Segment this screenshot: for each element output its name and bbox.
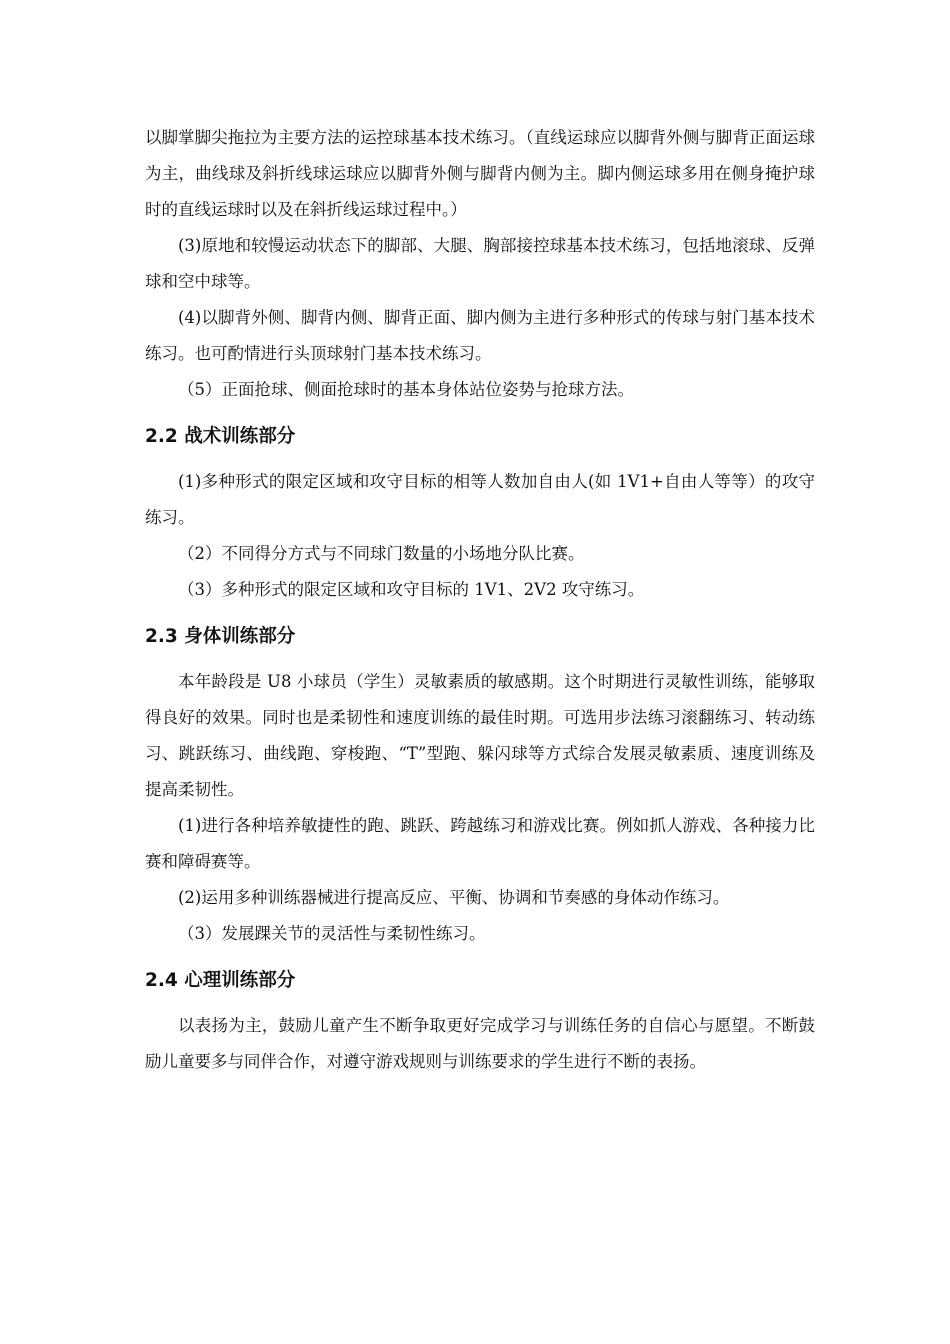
intro-item-4: (4)以脚背外侧、脚背内侧、脚背正面、脚内侧为主进行多种形式的传球与射门基本技术练习。也可酌情进行头顶球射门基本技术练习。 bbox=[145, 308, 815, 363]
intro-paragraph: 以脚掌脚尖拖拉为主要方法的运控球基本技术练习。（直线运球应以脚背外侧与脚背正面运球为主，曲线球及斜折线球运球应以脚背外侧与脚背内侧为主。脚内侧运球多用在侧身掩护球时的直线运球时以及在斜折线运球过程中。） bbox=[145, 128, 815, 219]
tactics-item-3: （3）多种形式的限定区域和攻守目标的 1V1、2V2 攻守练习。 bbox=[178, 580, 645, 599]
document-body bbox=[145, 120, 815, 1080]
section-heading-2-4: 2.4 心理训练部分 bbox=[145, 970, 296, 991]
tactics-item-1: (1)多种形式的限定区域和攻守目标的相等人数加自由人(如 1V1+自由人等等）的攻守练习。 bbox=[145, 472, 815, 527]
intro-item-5: （5）正面抢球、侧面抢球时的基本身体站位姿势与抢球方法。 bbox=[178, 380, 634, 399]
tactics-item-2: （2）不同得分方式与不同球门数量的小场地分队比赛。 bbox=[178, 544, 585, 563]
physical-item-2: (2)运用多种训练器械进行提高反应、平衡、协调和节奏感的身体动作练习。 bbox=[178, 888, 730, 907]
physical-paragraph: 本年龄段是 U8 小球员（学生）灵敏素质的敏感期。这个时期进行灵敏性训练，能够取得良好的效果。同时也是柔韧性和速度训练的最佳时期。可选用步法练习滚翻练习、转动练习、跳跃练习、曲线跑、穿梭跑、“T”型跑、躲闪球等方式综合发展灵敏素质、速度训练及提高柔韧性。 bbox=[145, 672, 815, 799]
intro-item-3: (3)原地和较慢运动状态下的脚部、大腿、胸部接控球基本技术练习，包括地滚球、反弹球和空中球等。 bbox=[145, 236, 815, 291]
physical-item-3: （3）发展踝关节的灵活性与柔韧性练习。 bbox=[178, 924, 486, 943]
mental-paragraph: 以表扬为主，鼓励儿童产生不断争取更好完成学习与训练任务的自信心与愿望。不断鼓励儿童要多与同伴合作，对遵守游戏规则与训练要求的学生进行不断的表扬。 bbox=[145, 1016, 815, 1071]
section-heading-2-3: 2.3 身体训练部分 bbox=[145, 626, 296, 647]
physical-item-1: (1)进行各种培养敏捷性的跑、跳跃、跨越练习和游戏比赛。例如抓人游戏、各种接力比赛和障碍赛等。 bbox=[145, 816, 815, 871]
section-heading-2-2: 2.2 战术训练部分 bbox=[145, 426, 296, 447]
